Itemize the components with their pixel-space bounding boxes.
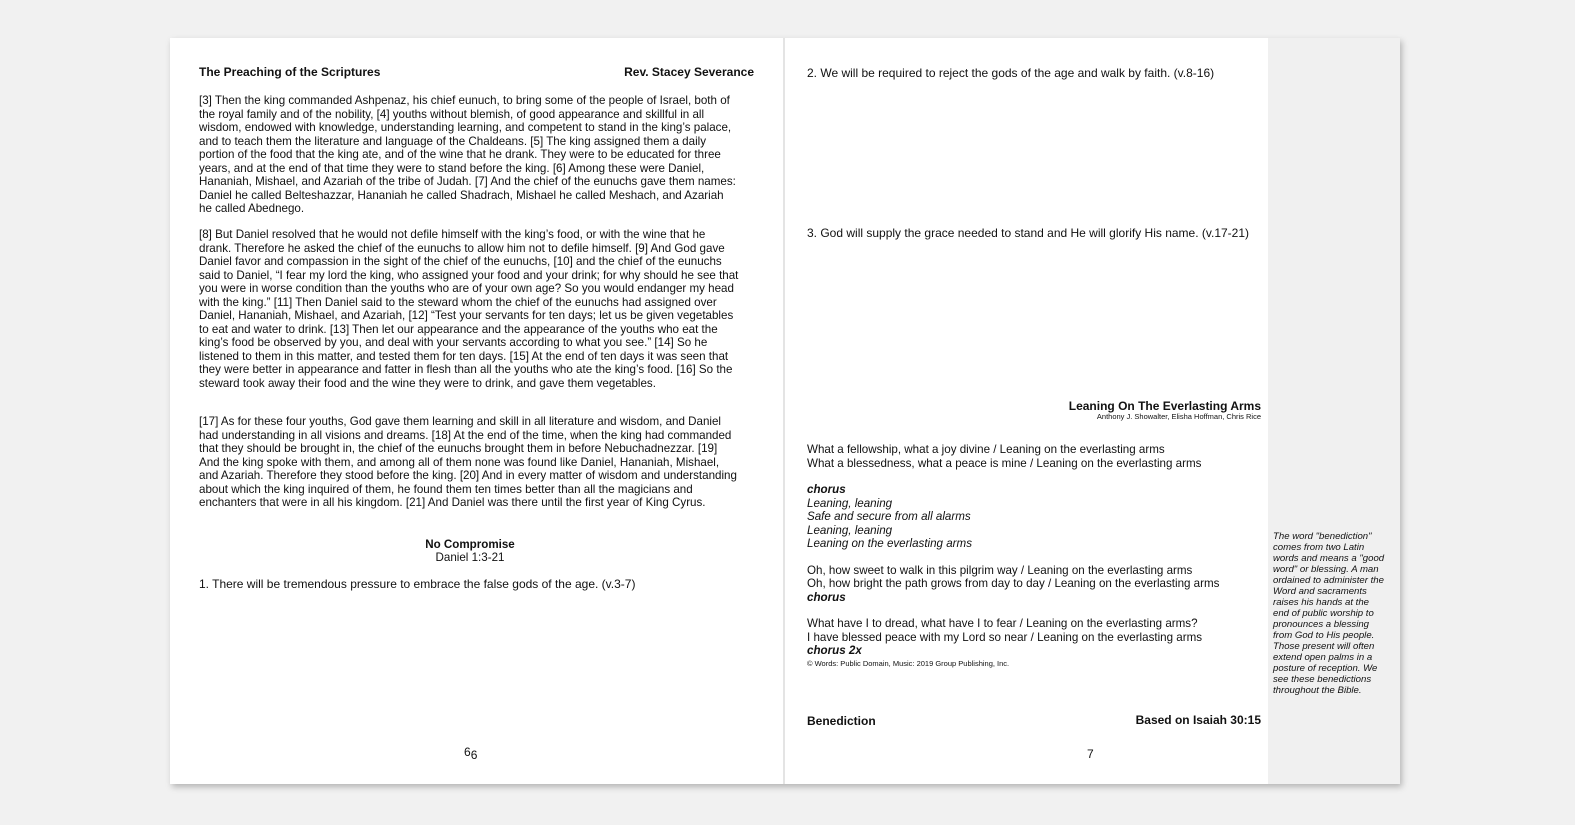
song-lyrics (807, 443, 1267, 669)
sermon-point-2: 2. We will be required to reject the gods of the age and walk by faith. (v.8-16) (807, 66, 1215, 80)
scripture-paragraph-1: [3] Then the king commanded Ashpenaz, his chief eunuch, to bring some of the people of Israel, both of the royal family and of the nobility, [4] youths without blemish, of good appearance and skillful in all wisdom, endowed with knowledge, understanding learning, and competent to stand in the king’s palace, and to teach them the literature and language of the Chaldeans. [5] The king assigned them a daily portion of the food that the king ate, and of the wine that he drank. They were to be educated for three years, and at the end of that time they were to stand before the king. [6] Among these were Daniel, Hananiah, Mishael, and Azariah of the tribe of Judah. [7] And the chief of the eunuchs gave them names: Daniel he called Belteshazzar, Hananiah he called Shadrach, Mishael he called Meshach, and Azariah he called Abednego. (199, 94, 736, 215)
sermon-title: No Compromise (425, 538, 515, 551)
page-number-main: 6 (470, 748, 478, 762)
chorus-line: Leaning, leaning (807, 496, 893, 510)
right-page (785, 38, 1268, 784)
chorus-label: chorus (807, 590, 846, 604)
page-number-left (464, 747, 477, 761)
copyright-notice: © Words: Public Domain, Music: 2019 Group Publishing, Inc. (807, 658, 1010, 668)
page-number-superscript: 6 (464, 745, 471, 759)
lyric-line: What a blessedness, what a peace is mine / Leaning on the everlasting arms (807, 456, 1202, 470)
benediction-reference: Based on Isaiah 30:15 (1135, 713, 1261, 727)
stanza-gap (807, 604, 1267, 617)
booklet-spread (170, 38, 1400, 784)
page-header-title: The Preaching of the Scriptures (199, 65, 381, 79)
benediction-margin-note: The word "benediction" comes from two Latin words and means a "good word" or blessing. A man ordained to administer the Word and sacraments raises his hands at the end of public worship to pronounces a blessing from God to His people. Those present will often extend open palms in a posture of reception. We see these benedictions throughout the Bible. (1273, 531, 1385, 696)
lyric-line: I have blessed peace with my Lord so near / Leaning on the everlasting arms (807, 630, 1203, 644)
lyric-line: What a fellowship, what a joy divine / Leaning on the everlasting arms (807, 443, 1165, 456)
page-header-preacher: Rev. Stacey Severance (624, 65, 754, 79)
chorus-line: Leaning, leaning (807, 523, 893, 537)
scripture-paragraph-2: [8] But Daniel resolved that he would not defile himself with the king’s food, or with the wine that he drank. Therefore he asked the chief of the eunuchs to allow him not to defile himself. [9] And God gave Daniel favor and compassion in the sight of the chief of the eunuchs, [10] and the chief of the eunuchs said to Daniel, “I fear my lord the king, who assigned your food and your drink; for why should he see that you were in worse condition than the youths who are of your own age? So you would endanger my head with the king.” [11] Then Daniel said to the steward whom the chief of the eunuchs had assigned over Daniel, Hananiah, Mishael, and Azariah, [12] “Test your servants for ten days; let us be given vegetables to eat and water to drink. [13] Then let our appearance and the appearance of the youths who eat the king’s food be observed by you, and deal with your servants according to what you see.” [14] So he listened to them in this matter, and tested them for ten days. [15] At the end of ten days it was seen that they were better in appearance and fatter in flesh than all the youths who ate the king’s food. [16] So the steward took away their food and the wine they were to drink, and gave them vegetables. (199, 228, 739, 390)
chorus-line: Leaning on the everlasting arms (807, 537, 972, 550)
stanza-gap (807, 551, 1267, 564)
lyric-line: What have I to dread, what have I to fear / Leaning on the everlasting arms? (807, 617, 1198, 630)
sermon-point-1: 1. There will be tremendous pressure to embrace the false gods of the age. (v.3-7) (199, 577, 636, 591)
chorus-label: chorus (807, 483, 846, 496)
left-page (170, 38, 783, 784)
scripture-paragraph-3: [17] As for these four youths, God gave them learning and skill in all literature and wisdom, and Daniel had understanding in all visions and dreams. [18] At the end of the time, when the king had commanded that they should be brought in, the chief of the eunuchs brought them in before Nebuchadnezzar. [19] And the king spoke with them, and among all of them none was found like Daniel, Hananiah, Mishael, and Azariah. Therefore they stood before the king. [20] And in every matter of wisdom and understanding about which the king inquired of them, he found them ten times better than all the magicians and enchanters that were in all his kingdom. [21] And Daniel was there until the first year of King Cyrus. (199, 415, 737, 509)
margin-column (1268, 38, 1400, 784)
page-number-right: 7 (1087, 747, 1094, 761)
sermon-reference: Daniel 1:3-21 (435, 551, 505, 564)
song-title: Leaning On The Everlasting Arms (1068, 399, 1261, 413)
chorus-line: Safe and secure from all alarms (807, 510, 971, 523)
chorus-label: chorus 2x (807, 644, 862, 657)
lyric-line: Oh, how sweet to walk in this pilgrim way / Leaning on the everlasting arms (807, 563, 1193, 577)
stanza-gap (807, 470, 1267, 483)
song-authors: Anthony J. Showalter, Elisha Hoffman, Chris Rice (1096, 412, 1261, 421)
benediction-label: Benediction (807, 714, 876, 728)
sermon-point-3: 3. God will supply the grace needed to stand and He will glorify His name. (v.17-21) (807, 226, 1250, 240)
lyric-line: Oh, how bright the path grows from day to day / Leaning on the everlasting arms (807, 577, 1220, 590)
